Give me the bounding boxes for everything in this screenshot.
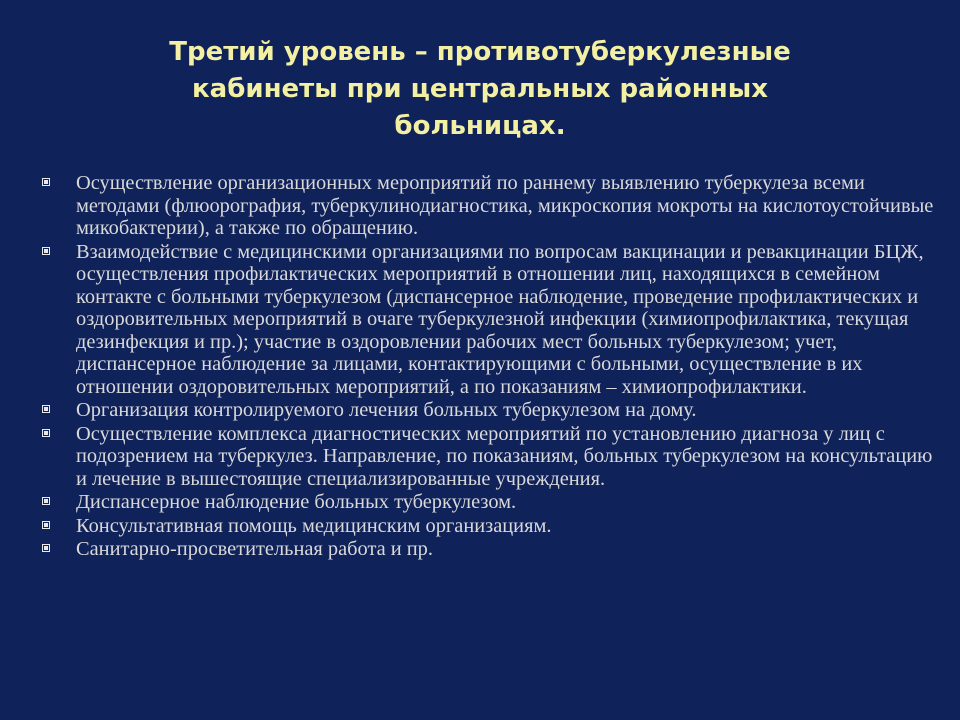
bullet-text: Консультативная помощь медицинским организациям. (76, 514, 552, 537)
square-bullet-icon (42, 247, 50, 255)
square-bullet-icon (42, 429, 50, 437)
bullet-item (40, 172, 940, 240)
square-bullet-icon (42, 405, 50, 413)
bullet-text: Организация контролируемого лечения больных туберкулезом на дому. (76, 399, 697, 421)
title-line-3: больницах. (394, 111, 566, 141)
bullet-item (40, 538, 940, 561)
bullet-text: Осуществление организационных мероприятий по раннему выявлению туберкулеза всеми методами (флюорография, туберкулинодиагностика, микроскопия мокроты на кислотоустойчивые микобактерии), а также по обращению. (76, 172, 934, 239)
title-line-2: кабинеты при центральных районных (192, 74, 768, 104)
slide-title (70, 34, 890, 145)
bullet-text: Санитарно-просветительная работа и пр. (76, 538, 433, 560)
bullet-item (40, 423, 940, 491)
bullet-list (40, 172, 940, 562)
bullet-item (40, 491, 940, 514)
square-bullet-icon (42, 178, 50, 186)
bullet-item (40, 241, 940, 399)
bullet-text: Взаимодействие с медицинскими организациями по вопросам вакцинации и ревакцинации БЦЖ, осуществления профилактических мероприятий в отношении лиц, находящихся в семейном контакте с больными туберкулезом (диспансерное наблюдение, проведение профилактических и оздоровительных мероприятий в очаге туберкулезной инфекции (химиопрофилактика, текущая дезинфекция и пр.); участие в оздоровлении рабочих мест больных туберкулезом; учет, диспансерное наблюдение за лицами, контактирующими с больными, осуществление в их отношении оздоровительных мероприятий, а по показаниям – химиопрофилактики. (76, 240, 924, 398)
bullet-text: Осуществление комплекса диагностических мероприятий по установлению диагноза у лиц с подозрением на туберкулез. Направление, по показаниям, больных туберкулезом на консультацию и лечение в вышестоящие специализированные учреждения. (76, 422, 933, 490)
bullet-item (40, 399, 940, 422)
square-bullet-icon (42, 497, 50, 505)
square-bullet-icon (42, 521, 50, 529)
bullet-text: Диспансерное наблюдение больных туберкулезом. (76, 491, 517, 513)
bullet-item (40, 515, 940, 538)
title-line-1: Третий уровень – противотуберкулезные (169, 37, 791, 67)
square-bullet-icon (42, 544, 50, 552)
